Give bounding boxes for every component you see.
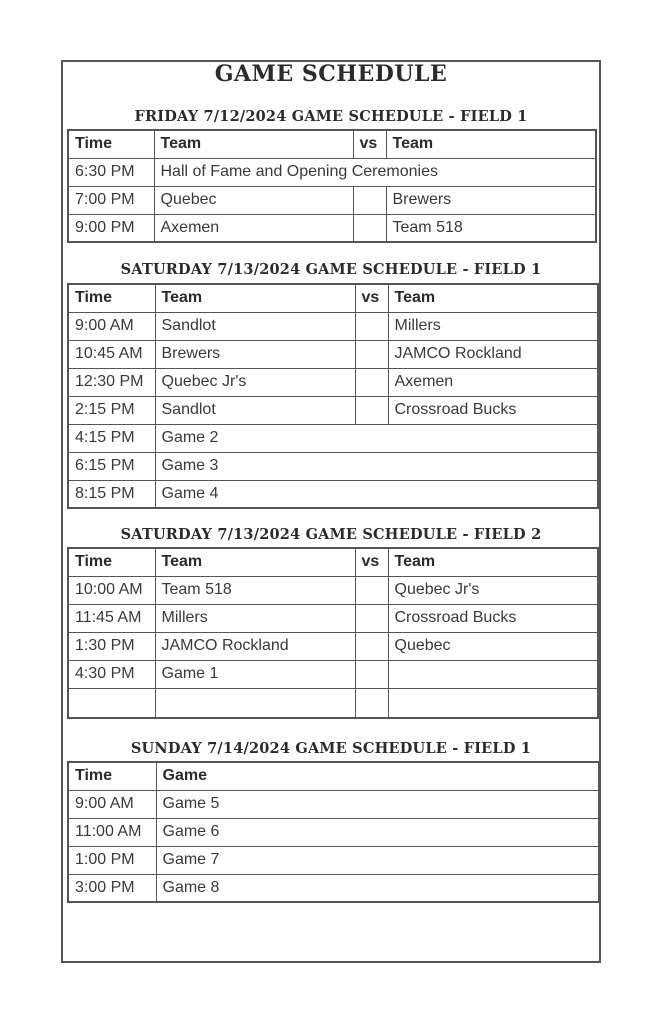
table-row bbox=[68, 688, 598, 718]
cell-vs bbox=[355, 576, 388, 604]
cell-vs bbox=[353, 186, 386, 214]
cell-team1: Brewers bbox=[155, 340, 355, 368]
cell-team1: JAMCO Rockland bbox=[155, 632, 355, 660]
header-team: Team bbox=[386, 130, 596, 158]
header-vs: vs bbox=[355, 284, 388, 312]
table-row bbox=[68, 368, 598, 396]
cell-vs bbox=[355, 368, 388, 396]
table-row bbox=[68, 846, 599, 874]
cell-team1: Team 518 bbox=[155, 576, 355, 604]
cell-time: 9:00 AM bbox=[68, 790, 156, 818]
header-time: Time bbox=[68, 284, 155, 312]
cell-team1: Sandlot bbox=[155, 312, 355, 340]
table-row bbox=[68, 660, 598, 688]
cell-game: Game 5 bbox=[156, 790, 599, 818]
cell-game: Game 8 bbox=[156, 874, 599, 902]
section-heading-saturday-field2: SATURDAY 7/13/2024 GAME SCHEDULE - FIELD 2 bbox=[120, 526, 542, 543]
cell-vs bbox=[355, 340, 388, 368]
cell-game: Game 3 bbox=[155, 452, 598, 480]
table-row bbox=[68, 452, 598, 480]
table-row bbox=[68, 340, 598, 368]
table-row bbox=[68, 818, 599, 846]
cell-team2: Axemen bbox=[388, 368, 598, 396]
table-row bbox=[68, 312, 598, 340]
header-team: Team bbox=[154, 130, 353, 158]
cell-vs bbox=[355, 632, 388, 660]
section-heading-sunday-field1: SUNDAY 7/14/2024 GAME SCHEDULE - FIELD 1 bbox=[130, 740, 532, 757]
header-vs: vs bbox=[355, 548, 388, 576]
cell-vs bbox=[353, 214, 386, 242]
table-header-row bbox=[68, 130, 596, 158]
cell-vs bbox=[355, 660, 388, 688]
cell-time: 6:30 PM bbox=[68, 158, 154, 186]
header-time: Time bbox=[68, 130, 154, 158]
table-header-row bbox=[68, 284, 598, 312]
header-team: Team bbox=[388, 548, 598, 576]
schedule-table-saturday-field2 bbox=[67, 547, 599, 719]
cell-vs bbox=[355, 604, 388, 632]
cell-game: Game 2 bbox=[155, 424, 598, 452]
section-heading-saturday-field1: SATURDAY 7/13/2024 GAME SCHEDULE - FIELD 1 bbox=[120, 261, 542, 278]
cell-team1: Quebec bbox=[154, 186, 353, 214]
table-row bbox=[68, 632, 598, 660]
table-row bbox=[68, 604, 598, 632]
cell-time: 9:00 AM bbox=[68, 312, 155, 340]
table-row bbox=[68, 874, 599, 902]
cell-team2: JAMCO Rockland bbox=[388, 340, 598, 368]
cell-time: 11:00 AM bbox=[68, 818, 156, 846]
table-row bbox=[68, 186, 596, 214]
cell-time: 6:15 PM bbox=[68, 452, 155, 480]
table-row bbox=[68, 158, 596, 186]
cell-team2: Millers bbox=[388, 312, 598, 340]
cell-team2 bbox=[388, 660, 598, 688]
cell-vs bbox=[355, 312, 388, 340]
schedule-table-friday-field1 bbox=[67, 129, 597, 243]
header-game: Game bbox=[156, 762, 599, 790]
page-title: GAME SCHEDULE bbox=[214, 61, 448, 87]
header-team: Team bbox=[388, 284, 598, 312]
cell-time: 1:00 PM bbox=[68, 846, 156, 874]
cell-team2: Crossroad Bucks bbox=[388, 604, 598, 632]
cell-time: 4:30 PM bbox=[68, 660, 155, 688]
cell-team2: Crossroad Bucks bbox=[388, 396, 598, 424]
cell-time: 12:30 PM bbox=[68, 368, 155, 396]
cell-time: 9:00 PM bbox=[68, 214, 154, 242]
cell-time: 7:00 PM bbox=[68, 186, 154, 214]
header-time: Time bbox=[68, 762, 156, 790]
table-row bbox=[68, 424, 598, 452]
table-row bbox=[68, 576, 598, 604]
cell-vs bbox=[355, 396, 388, 424]
cell-team1: Millers bbox=[155, 604, 355, 632]
cell-time: 2:15 PM bbox=[68, 396, 155, 424]
schedule-table-saturday-field1 bbox=[67, 283, 599, 509]
table-row bbox=[68, 480, 598, 508]
cell-team1: Game 1 bbox=[155, 660, 355, 688]
cell-time bbox=[68, 688, 155, 718]
cell-time: 8:15 PM bbox=[68, 480, 155, 508]
cell-game: Game 6 bbox=[156, 818, 599, 846]
cell-time: 10:45 AM bbox=[68, 340, 155, 368]
cell-game: Game 4 bbox=[155, 480, 598, 508]
section-heading-friday-field1: FRIDAY 7/12/2024 GAME SCHEDULE - FIELD 1 bbox=[134, 108, 528, 125]
header-time: Time bbox=[68, 548, 155, 576]
cell-team2: Quebec Jr's bbox=[388, 576, 598, 604]
table-row bbox=[68, 396, 598, 424]
table-row bbox=[68, 214, 596, 242]
cell-time: 11:45 AM bbox=[68, 604, 155, 632]
header-team: Team bbox=[155, 548, 355, 576]
cell-team1 bbox=[155, 688, 355, 718]
cell-vs bbox=[355, 688, 388, 718]
cell-time: 3:00 PM bbox=[68, 874, 156, 902]
cell-team2: Quebec bbox=[388, 632, 598, 660]
table-header-row bbox=[68, 548, 598, 576]
cell-team2: Team 518 bbox=[386, 214, 596, 242]
cell-team1: Sandlot bbox=[155, 396, 355, 424]
cell-game: Game 7 bbox=[156, 846, 599, 874]
cell-team1: Axemen bbox=[154, 214, 353, 242]
cell-team2: Brewers bbox=[386, 186, 596, 214]
cell-time: 10:00 AM bbox=[68, 576, 155, 604]
cell-event: Hall of Fame and Opening Ceremonies bbox=[154, 158, 596, 186]
header-team: Team bbox=[155, 284, 355, 312]
schedule-table-sunday-field1 bbox=[67, 761, 600, 903]
header-vs: vs bbox=[353, 130, 386, 158]
cell-team1: Quebec Jr's bbox=[155, 368, 355, 396]
table-row bbox=[68, 790, 599, 818]
cell-time: 1:30 PM bbox=[68, 632, 155, 660]
cell-time: 4:15 PM bbox=[68, 424, 155, 452]
table-header-row bbox=[68, 762, 599, 790]
cell-team2 bbox=[388, 688, 598, 718]
